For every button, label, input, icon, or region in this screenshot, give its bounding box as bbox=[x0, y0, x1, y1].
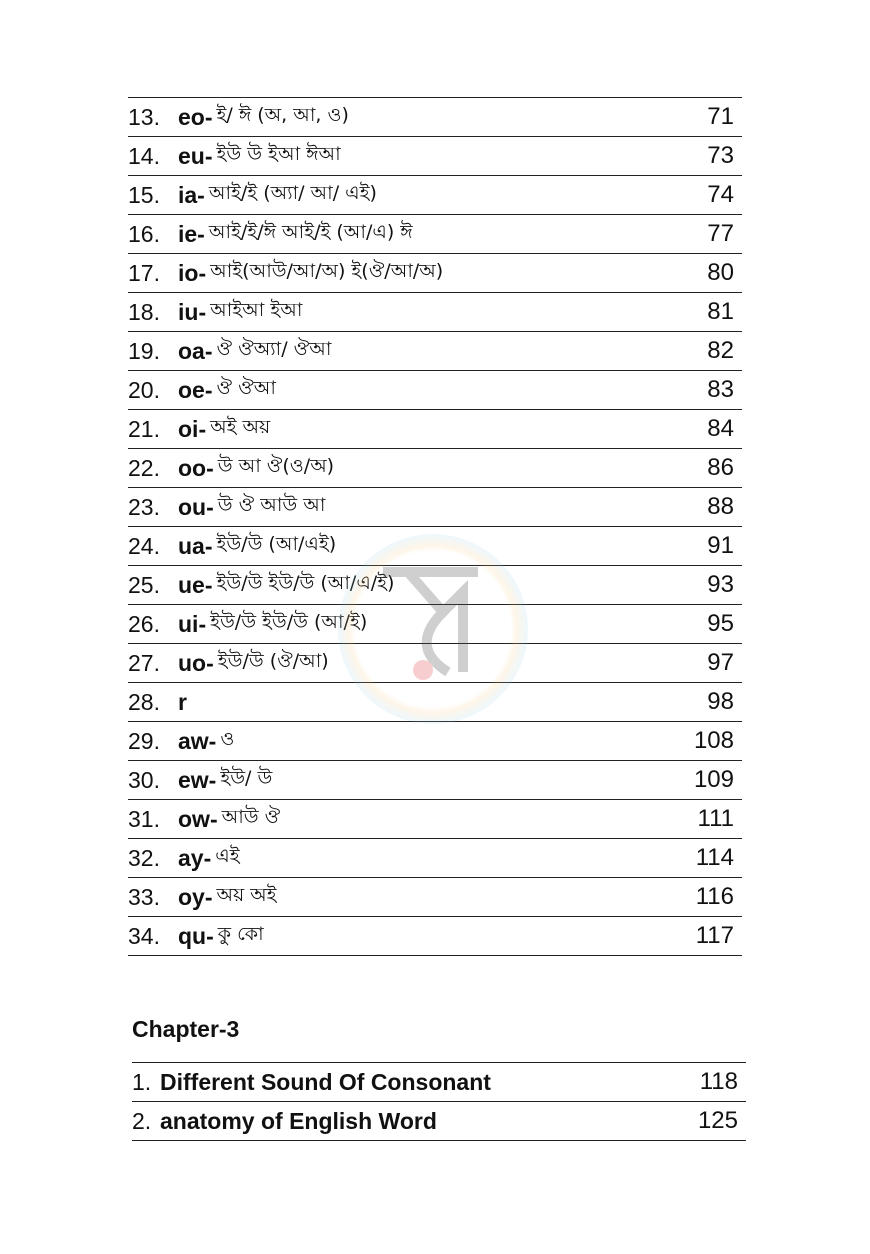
toc-row bbox=[128, 565, 742, 604]
entry-code: ay- bbox=[178, 844, 212, 871]
entry-number: 25. bbox=[128, 571, 160, 598]
entry-page: 80 bbox=[707, 259, 734, 286]
entry-page: 91 bbox=[707, 532, 734, 559]
entry-number: 18. bbox=[128, 298, 160, 325]
entry-code: ew- bbox=[178, 766, 217, 793]
entry-bengali: ইউ/উ (ঔ/আ) bbox=[217, 650, 329, 672]
entry-number: 27. bbox=[128, 649, 160, 676]
toc-row bbox=[128, 214, 742, 253]
entry-page: 116 bbox=[695, 883, 734, 910]
toc-row bbox=[128, 799, 742, 838]
chapter-toc-table bbox=[132, 1062, 746, 1141]
chapter-toc-row bbox=[132, 1101, 746, 1141]
toc-row bbox=[128, 643, 742, 682]
toc-row bbox=[128, 604, 742, 643]
entry-bengali: আই/ই (অ্যা/ আ/ এই) bbox=[208, 182, 377, 204]
toc-row bbox=[128, 760, 742, 799]
toc-row bbox=[128, 721, 742, 760]
entry-page: 95 bbox=[707, 610, 734, 637]
entry-code: eo- bbox=[178, 103, 213, 130]
entry-page: 125 bbox=[697, 1107, 738, 1134]
entry-code: io- bbox=[178, 259, 207, 286]
entry-number: 20. bbox=[128, 376, 160, 403]
entry-bengali: ইউ/উ (আ/এই) bbox=[216, 533, 337, 555]
entry-code: iu- bbox=[178, 298, 207, 325]
entry-page: 117 bbox=[695, 922, 734, 949]
toc-row bbox=[128, 487, 742, 526]
entry-code: ia- bbox=[178, 181, 205, 208]
entry-number: 26. bbox=[128, 610, 160, 637]
entry-number: 17. bbox=[128, 259, 160, 286]
entry-code: ue- bbox=[178, 571, 213, 598]
entry-title: Different Sound Of Consonant bbox=[160, 1068, 491, 1095]
entry-bengali: এই bbox=[215, 845, 240, 867]
entry-bengali: উ ঔ আউ আ bbox=[217, 494, 326, 516]
entry-page: 88 bbox=[707, 493, 734, 520]
entry-number: 28. bbox=[128, 688, 160, 715]
entry-bengali: আই(আউ/আ/অ) ই(ঔ/আ/অ) bbox=[210, 260, 444, 282]
entry-code: aw- bbox=[178, 727, 217, 754]
toc-row bbox=[128, 175, 742, 214]
toc-row bbox=[128, 682, 742, 721]
entry-code: uo- bbox=[178, 649, 214, 676]
entry-code: oi- bbox=[178, 415, 207, 442]
entry-number: 29. bbox=[128, 727, 160, 754]
toc-row bbox=[128, 331, 742, 370]
entry-number: 31. bbox=[128, 805, 160, 832]
entry-page: 108 bbox=[693, 727, 734, 754]
toc-row bbox=[128, 136, 742, 175]
entry-page: 77 bbox=[707, 220, 734, 247]
entry-number: 13. bbox=[128, 103, 160, 130]
entry-bengali: ইউ/উ ইউ/উ (আ/ই) bbox=[210, 611, 368, 633]
entry-number: 33. bbox=[128, 883, 160, 910]
entry-page: 111 bbox=[697, 805, 734, 832]
entry-bengali: ও bbox=[220, 728, 235, 750]
entry-number: 19. bbox=[128, 337, 160, 364]
chapter-toc-row bbox=[132, 1062, 746, 1101]
entry-page: 114 bbox=[695, 844, 734, 871]
entry-bengali: অই অয় bbox=[210, 416, 271, 438]
entry-code: ou- bbox=[178, 493, 214, 520]
entry-bengali: ইউ/ উ bbox=[220, 767, 273, 789]
entry-page: 73 bbox=[707, 142, 734, 169]
entry-bengali: ই/ ঈ (অ, আ, ও) bbox=[216, 104, 349, 126]
toc-row bbox=[128, 448, 742, 487]
toc-row bbox=[128, 838, 742, 877]
entry-number: 2. bbox=[132, 1107, 152, 1134]
toc-row bbox=[128, 916, 742, 956]
entry-title: anatomy of English Word bbox=[160, 1107, 437, 1134]
entry-code: qu- bbox=[178, 922, 214, 949]
entry-page: 109 bbox=[693, 766, 734, 793]
entry-bengali: উ আ ঔ(ও/অ) bbox=[217, 455, 335, 477]
entry-page: 83 bbox=[707, 376, 734, 403]
entry-page: 82 bbox=[707, 337, 734, 364]
entry-code: r bbox=[178, 688, 187, 715]
entry-page: 74 bbox=[707, 181, 734, 208]
toc-row bbox=[128, 370, 742, 409]
entry-page: 84 bbox=[707, 415, 734, 442]
entry-code: ow- bbox=[178, 805, 218, 832]
toc-row bbox=[128, 409, 742, 448]
entry-bengali: অয় অই bbox=[216, 884, 277, 906]
entry-code: ui- bbox=[178, 610, 207, 637]
entry-page: 118 bbox=[699, 1068, 738, 1095]
entry-bengali: ইউ উ ইআ ঈআ bbox=[216, 143, 341, 165]
entry-bengali: আইআ ইআ bbox=[210, 299, 303, 321]
toc-row bbox=[128, 97, 742, 136]
entry-page: 98 bbox=[707, 688, 734, 715]
entry-bengali: আউ ঔ bbox=[221, 806, 281, 828]
entry-code: ie- bbox=[178, 220, 205, 247]
entry-bengali: ইউ/উ ইউ/উ (আ/এ/ই) bbox=[216, 572, 395, 594]
entry-page: 93 bbox=[707, 571, 734, 598]
entry-code: oo- bbox=[178, 454, 214, 481]
toc-row bbox=[128, 877, 742, 916]
entry-number: 34. bbox=[128, 922, 160, 949]
entry-number: 1. bbox=[132, 1068, 152, 1095]
entry-code: oe- bbox=[178, 376, 213, 403]
entry-bengali: আই/ই/ঈ আই/ই (আ/এ) ঈ bbox=[208, 221, 413, 243]
entry-bengali: ঔ ঔঅ্যা/ ঔআ bbox=[216, 338, 332, 360]
entry-number: 24. bbox=[128, 532, 160, 559]
entry-code: oa- bbox=[178, 337, 213, 364]
entry-number: 32. bbox=[128, 844, 160, 871]
entry-code: eu- bbox=[178, 142, 213, 169]
entry-number: 30. bbox=[128, 766, 160, 793]
entry-code: oy- bbox=[178, 883, 213, 910]
entry-page: 71 bbox=[707, 103, 734, 130]
entry-number: 23. bbox=[128, 493, 160, 520]
entry-code: ua- bbox=[178, 532, 213, 559]
toc-row bbox=[128, 526, 742, 565]
entry-bengali: কু কো bbox=[217, 923, 264, 945]
toc-row bbox=[128, 292, 742, 331]
entry-page: 97 bbox=[707, 649, 734, 676]
entry-number: 14. bbox=[128, 142, 160, 169]
entry-number: 15. bbox=[128, 181, 160, 208]
entry-number: 21. bbox=[128, 415, 160, 442]
entry-page: 81 bbox=[707, 298, 734, 325]
entry-number: 16. bbox=[128, 220, 160, 247]
toc-row bbox=[128, 253, 742, 292]
toc-table bbox=[128, 97, 742, 956]
entry-page: 86 bbox=[707, 454, 734, 481]
chapter-heading: Chapter-3 bbox=[132, 1016, 240, 1042]
entry-number: 22. bbox=[128, 454, 160, 481]
entry-bengali: ঔ ঔআ bbox=[216, 377, 276, 399]
